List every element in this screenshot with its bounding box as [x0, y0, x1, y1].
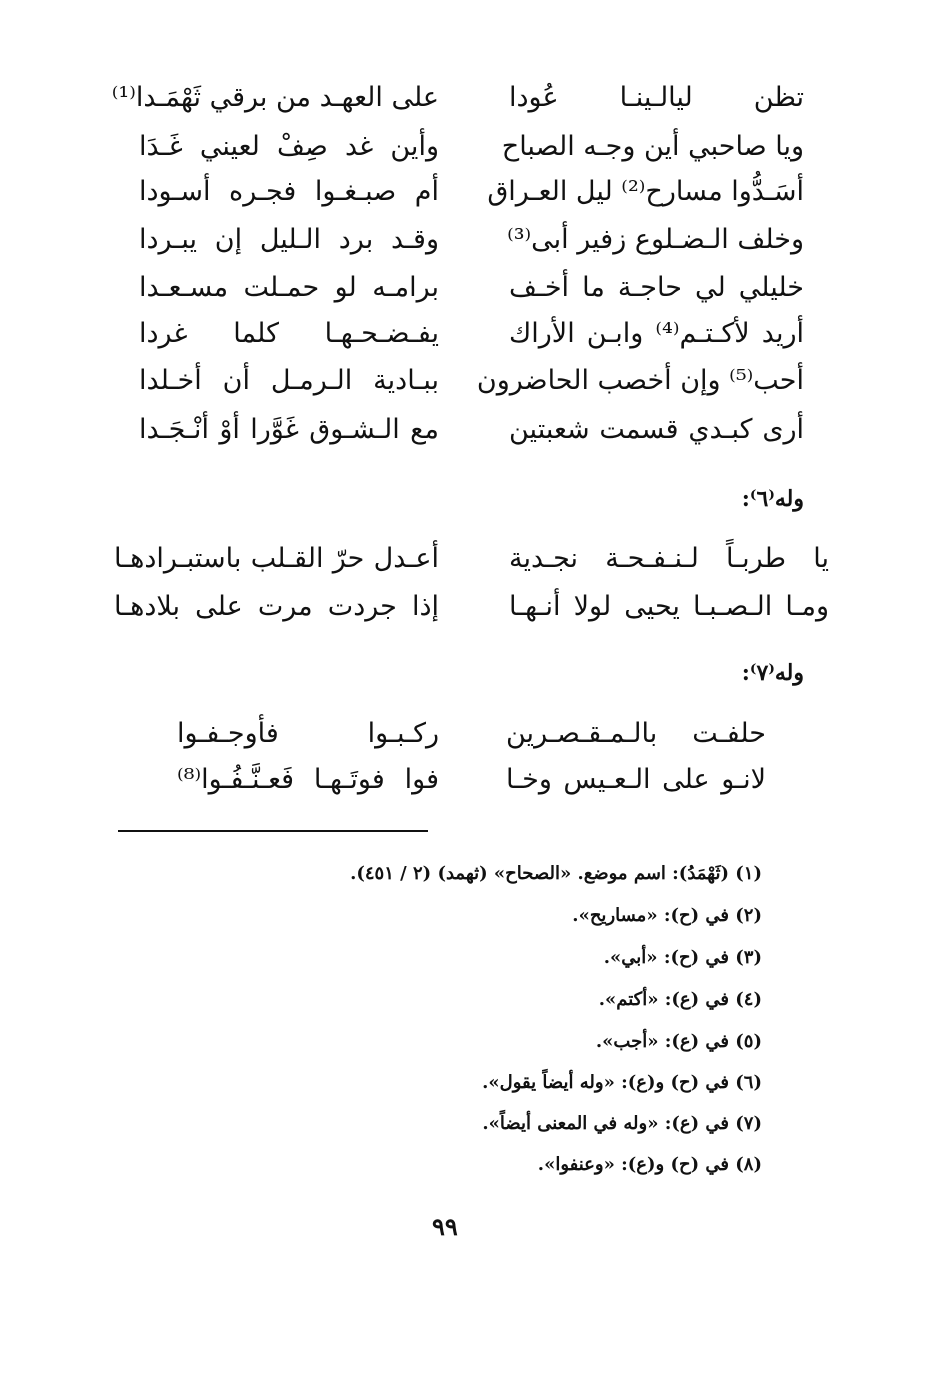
verse-2-first-hemistich: ويا صاحبي أين وجـه الصباح: [501, 131, 804, 162]
verse-7-second-hemistich: ببـادية الـرمـل أن أخـلدا: [139, 365, 439, 396]
verse-12-second-hemistich: فوا فوتَـهـا فَعـنَّـفُـوا⁽⁸⁾: [177, 764, 439, 795]
verse-3-first-hemistich: أسَـدُّوا مسارح⁽²⁾ ليل العـراق: [487, 176, 804, 207]
verse-8-first-hemistich: أرى كبـدي قسمت شعبتين: [509, 414, 804, 445]
footnote-divider: [118, 830, 428, 832]
verse-4-first-hemistich: وخلف الـضـلوع زفير أبى⁽³⁾: [507, 224, 804, 255]
verse-8-second-hemistich: مع الـشـوق غَوَّرا أوْ أنْـجَـدا: [139, 414, 439, 445]
verse-1-second-hemistich: على العهـد من برقي ثَهْمَـدا⁽¹⁾: [111, 82, 439, 113]
verse-12-first-hemistich: لانـو على الـعـيس وخـا: [506, 764, 766, 795]
section-heading-3: وله⁽٧⁾:: [741, 660, 804, 686]
footnote-3: (٣) في (ح): «أبي».: [603, 947, 762, 968]
verse-10-first-hemistich: ومـا الـصـبـا يحيى لولا أنـهـا: [509, 591, 829, 622]
footnote-1: (١) (ثَهْمَدُ): اسم موضع. «الصحاح» (ثهمد) (٢ / ٤٥١).: [350, 863, 762, 884]
footnote-5: (٥) في (ع): «أجب».: [595, 1031, 762, 1052]
footnote-8: (٨) في (ح) و(ع): «وعنفوا».: [537, 1154, 762, 1175]
page-number: ٩٩: [432, 1212, 458, 1241]
section-heading-2: وله⁽٦⁾:: [741, 486, 804, 512]
footnote-4: (٤) في (ع): «أكتم».: [598, 989, 762, 1010]
verse-6-first-hemistich: أريد لأكـتـم⁽⁴⁾ وابـن الأراك: [509, 318, 804, 349]
footnote-6: (٦) في (ح) و(ع): «وله أيضاً يقول».: [482, 1072, 762, 1093]
verse-5-first-hemistich: خليلي لي حاجـة ما أخـف: [509, 272, 804, 303]
verse-9-second-hemistich: أعـدل حرّ القـلب باستبـرادهـا: [114, 543, 439, 574]
verse-3-second-hemistich: أم صبـغـوا فجـره أسـودا: [139, 176, 439, 207]
verse-7-first-hemistich: أحب⁽⁵⁾ وإن أخصب الحاضرون: [476, 365, 804, 396]
verse-9-first-hemistich: يا طربـاً لـنـفـحـة نجـدية: [509, 543, 829, 574]
verse-11-first-hemistich: حلفـت بالـمـقـصـرين: [506, 718, 766, 749]
verse-11-second-hemistich: ركـبـوا فأوجـفـوا: [177, 718, 439, 749]
footnote-2: (٢) في (ح): «مساريح».: [572, 905, 762, 926]
verse-2-second-hemistich: وأين غد صِفْ لعيني غَـدَا: [139, 131, 439, 162]
footnote-7: (٧) في (ع): «وله في المعنى أيضاً».: [482, 1113, 762, 1134]
verse-6-second-hemistich: يفـضـحـهـا كلما غردا: [139, 318, 439, 349]
verse-4-second-hemistich: وقـد برد الـليل إن يبـردا: [139, 224, 439, 255]
verse-10-second-hemistich: إذا جردت مرت على بلادهـا: [114, 591, 439, 622]
verse-5-second-hemistich: برامـه لو حمـلت مسـعـدا: [139, 272, 439, 303]
verse-1-first-hemistich: تظن ليالـينـا عُودا: [509, 82, 804, 113]
